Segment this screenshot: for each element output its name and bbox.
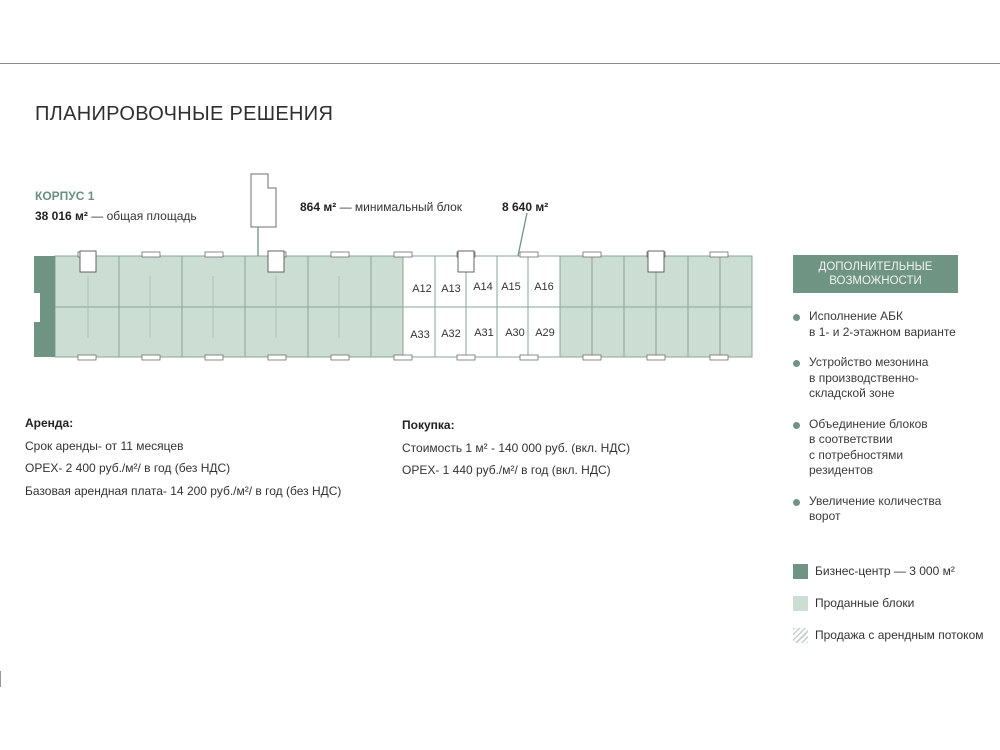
- total-area-label: — общая площадь: [91, 209, 197, 223]
- top-rule: [0, 63, 1000, 64]
- total-area-value: 38 016 м²: [35, 209, 88, 223]
- unit-label: A32: [441, 328, 461, 340]
- option-line: Увеличение количества: [809, 493, 942, 508]
- purchase-terms: [402, 414, 630, 482]
- page-edge-mark: [0, 671, 1, 687]
- option-line: с потребностями: [809, 447, 904, 462]
- rent-opex: OPEX- 2 400 руб./м²/ в год (без НДС): [25, 461, 231, 475]
- option-line: ворот: [809, 509, 841, 523]
- building-name: КОРПУС 1: [35, 189, 95, 203]
- options-list: [792, 309, 992, 525]
- unit-label: A13: [441, 283, 461, 295]
- purchase-heading: Покупка:: [402, 418, 455, 432]
- unit-label: A29: [535, 327, 555, 339]
- rent-base-rate: Базовая арендная плата- 14 200 руб./м²/ в год (без НДС): [25, 483, 342, 498]
- options-header: [793, 255, 958, 293]
- min-block-value: 864 м²: [300, 200, 337, 214]
- legend-sold-blocks: [793, 596, 914, 611]
- legend-label: Проданные блоки: [815, 596, 915, 610]
- business-center: [34, 256, 55, 357]
- min-block-label: — минимальный блок: [339, 200, 463, 214]
- legend-swatch-hatch: [793, 628, 808, 643]
- unit-label: A15: [501, 281, 521, 293]
- option-item: [792, 309, 992, 340]
- unit-label: A16: [534, 281, 554, 293]
- unit-label: A14: [473, 281, 493, 293]
- min-block-outline: [251, 174, 276, 227]
- rent-heading: Аренда:: [25, 416, 74, 430]
- option-item: [792, 417, 992, 479]
- page-title: ПЛАНИРОВОЧНЫЕ РЕШЕНИЯ: [35, 103, 334, 125]
- legend-business-center: [793, 564, 955, 579]
- highlight-area: 8 640 м²: [502, 200, 549, 214]
- rent-term: Срок аренды- от 11 месяцев: [25, 438, 184, 453]
- option-line: в 1- и 2-этажном варианте: [809, 324, 956, 339]
- options-header-line2: ВОЗМОЖНОСТИ: [829, 275, 922, 287]
- option-line: складской зоне: [809, 386, 895, 400]
- option-line: Объединение блоков: [809, 416, 928, 431]
- option-item: [792, 494, 992, 525]
- unit-label: A31: [474, 327, 494, 339]
- options-header-line1: ДОПОЛНИТЕЛЬНЫЕ: [818, 261, 933, 273]
- option-line: Устройство мезонина: [809, 355, 929, 369]
- unit-label: A30: [505, 327, 525, 339]
- legend-sale-with-rent: [793, 628, 984, 643]
- purchase-opex: OPEX- 1 440 руб./м²/ в год (вкл. НДС): [402, 463, 611, 477]
- option-line: Исполнение АБК: [809, 309, 904, 323]
- legend-label: Бизнес-центр — 3 000 м²: [815, 564, 955, 578]
- floor-plan: [0, 160, 780, 370]
- option-item: [792, 355, 992, 402]
- legend-swatch-dark: [793, 564, 808, 579]
- legend-swatch-light: [793, 596, 808, 611]
- option-line: резидентов: [809, 463, 874, 477]
- rent-terms: [25, 412, 341, 502]
- option-line: в соответствии: [809, 432, 893, 446]
- option-line: в производственно-: [809, 370, 919, 385]
- unit-label: A33: [410, 329, 430, 341]
- purchase-price: Стоимость 1 м² - 140 000 руб. (вкл. НДС): [402, 440, 631, 455]
- legend-label: Продажа с арендным потоком: [815, 628, 984, 642]
- unit-label: A12: [412, 283, 432, 295]
